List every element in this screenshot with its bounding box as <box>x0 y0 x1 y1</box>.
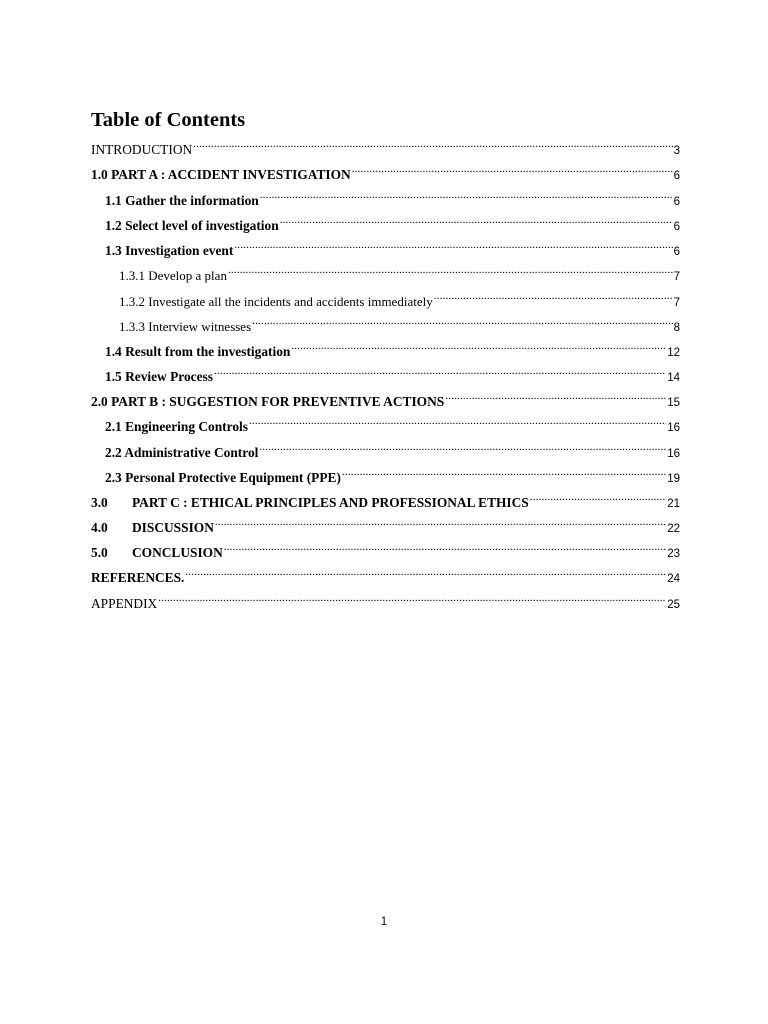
dot-leader <box>259 437 666 457</box>
dot-leader <box>193 134 672 154</box>
toc-entry-label: 1.3.1 Develop a plan <box>119 268 227 283</box>
toc-entry-label: 1.3.3 Interview witnesses <box>119 319 252 334</box>
toc-entry-page-number: 7 <box>673 297 680 309</box>
toc-entry[interactable] <box>119 311 680 334</box>
dot-leader <box>291 336 666 356</box>
toc-entry-page-number: 7 <box>673 271 680 283</box>
toc-entry-label: INTRODUCTION <box>91 142 193 157</box>
dot-leader <box>434 286 673 306</box>
dot-leader <box>530 487 666 507</box>
toc-entry-page-number: 21 <box>667 498 680 510</box>
dot-leader <box>252 311 672 331</box>
toc-entry-number: 4.0 <box>91 520 108 535</box>
dot-leader <box>214 361 666 381</box>
toc-entry[interactable] <box>105 411 680 434</box>
dot-leader <box>185 562 666 582</box>
dot-leader <box>224 537 666 557</box>
toc-entry-page-number: 3 <box>673 145 680 157</box>
toc-entry-page-number: 16 <box>667 422 680 434</box>
dot-leader <box>352 159 673 179</box>
toc-entry-page-number: 24 <box>667 573 680 585</box>
toc-entry-page-number: 12 <box>667 347 680 359</box>
toc-entry-page-number: 25 <box>667 599 680 611</box>
toc-entry[interactable] <box>91 386 680 409</box>
dot-leader <box>234 235 672 255</box>
toc-entry-page-number: 6 <box>673 246 680 258</box>
toc-title: Table of Contents <box>91 109 246 131</box>
toc-entry[interactable] <box>91 537 680 560</box>
toc-entry-label: 1.3.2 Investigate all the incidents and accidents immediately <box>119 294 433 309</box>
toc-entry[interactable] <box>105 462 680 485</box>
toc-entry-page-number: 6 <box>673 221 680 233</box>
dot-leader <box>280 210 673 230</box>
toc-entry-page-number: 6 <box>673 170 680 182</box>
toc-entry-page-number: 8 <box>673 322 680 334</box>
toc-entry-page-number: 6 <box>673 196 680 208</box>
dot-leader <box>260 185 673 205</box>
toc-entry-label: DISCUSSION <box>132 520 214 535</box>
toc-entry-page-number: 19 <box>667 473 680 485</box>
toc-entry-label: CONCLUSION <box>132 545 223 560</box>
toc-entry[interactable] <box>91 159 680 182</box>
toc-entry-page-number: 15 <box>667 397 680 409</box>
toc-entry[interactable] <box>91 562 680 585</box>
toc-entry[interactable] <box>105 185 680 208</box>
toc-entry-label: 2.1 Engineering Controls <box>105 419 248 434</box>
dot-leader <box>215 512 666 532</box>
toc-entry-page-number: 14 <box>667 372 680 384</box>
toc-entry-label: 1.2 Select level of investigation <box>105 218 279 233</box>
dot-leader <box>445 386 666 406</box>
dot-leader <box>228 260 673 280</box>
toc-entry-number: 5.0 <box>91 545 108 560</box>
toc-entry-page-number: 22 <box>667 523 680 535</box>
toc-entry[interactable] <box>91 487 680 510</box>
toc-entry-page-number: 23 <box>667 548 680 560</box>
toc-entry[interactable] <box>91 134 680 157</box>
toc-entry-label: 2.0 PART B : SUGGESTION FOR PREVENTIVE ACTIONS <box>91 394 445 409</box>
toc-entry-label: 1.3 Investigation event <box>105 243 234 258</box>
toc-entry-page-number: 16 <box>667 448 680 460</box>
toc-entry[interactable] <box>105 336 680 359</box>
toc-entry[interactable] <box>105 361 680 384</box>
dot-leader <box>249 411 666 431</box>
toc-entry[interactable] <box>119 260 680 283</box>
footer-page-number: 1 <box>380 916 388 928</box>
toc-entry[interactable] <box>91 512 680 535</box>
toc-entry[interactable] <box>105 210 680 233</box>
dot-leader <box>158 588 666 608</box>
dot-leader <box>342 462 666 482</box>
toc-entry-label: 1.0 PART A : ACCIDENT INVESTIGATION <box>91 167 351 182</box>
toc-entry-label: PART C : ETHICAL PRINCIPLES AND PROFESSIONAL ETHICS <box>132 495 529 510</box>
toc-entry[interactable] <box>91 588 680 611</box>
toc-entry-label: 1.5 Review Process <box>105 369 213 384</box>
toc-entry[interactable] <box>105 235 680 258</box>
toc-entry-label: REFERENCES. <box>91 570 185 585</box>
toc-entry[interactable] <box>105 437 680 460</box>
toc-entry-label: 2.2 Administrative Control <box>105 445 259 460</box>
toc-entry-label: 1.4 Result from the investigation <box>105 344 291 359</box>
toc-entry-label: APPENDIX <box>91 596 158 611</box>
toc-entry-label: 1.1 Gather the information <box>105 193 259 208</box>
toc-entry-label: 2.3 Personal Protective Equipment (PPE) <box>105 470 341 485</box>
toc-entry[interactable] <box>119 286 680 309</box>
toc-entry-number: 3.0 <box>91 495 108 510</box>
